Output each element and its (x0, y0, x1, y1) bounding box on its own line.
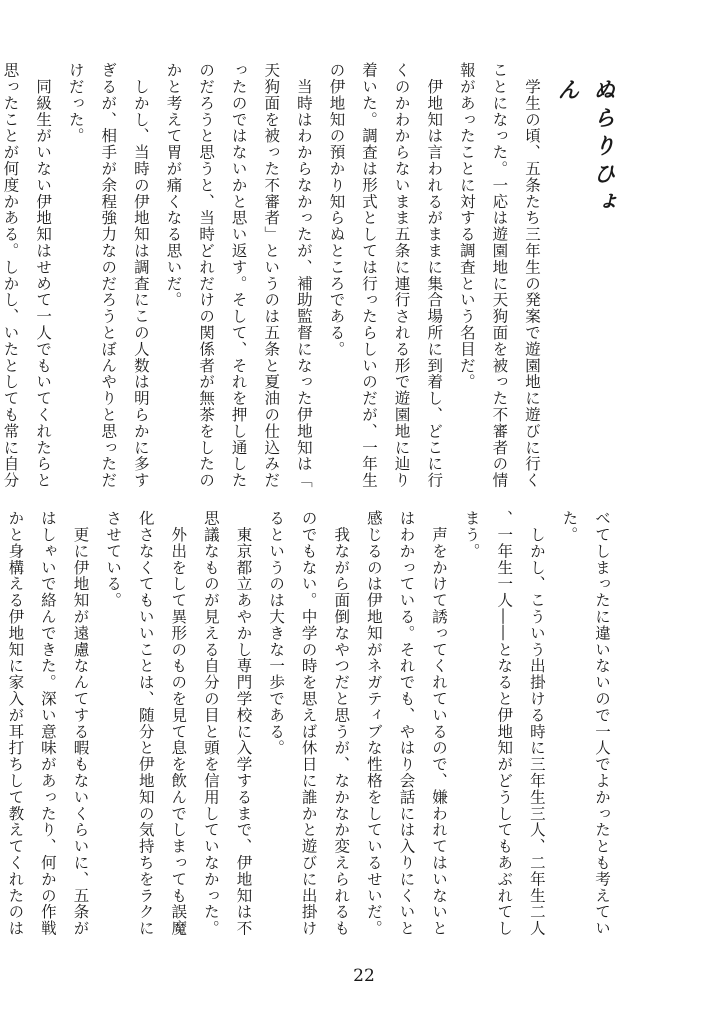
upper-text-block (1, 62, 548, 492)
paragraph: 当時はわからなかったが、補助監督になった伊地知は「天狗面を被った不審者」というのは五条と夏油の仕込みだったのではないかと思い返す。そして、それを押し通したのだろうと思うと、当時どれだけの関係者が無茶をしたのかと考えて胃が痛くなる思いだ。 (164, 62, 313, 489)
paragraph: 声をかけて誘ってくれているので、嫌われてはいないとはわかっている。それでも、やはり会話には入りにくいと感じるのは伊地知がネガティブな性格をしているせいだ。 (364, 510, 449, 937)
paragraph: しかし、当時の伊地知は調査にこの人数は明らかに多すぎるが、相手が余程強力なのだろうとぼんやりと思っただけだった。 (66, 62, 150, 489)
paragraph: 我ながら面倒なやつだと思うが、なかなか変えられるものでもない。中学の時を思えば休日に誰かと遊びに出掛けるというのは大きな一歩である。 (267, 510, 351, 937)
paragraph: 学生の頃、五条たち三年生の発案で遊園地に遊びに行くことになった。一応は遊園地に天狗面を被った不審者の情報があったことに対する調査という名目だ。 (457, 62, 541, 489)
paragraph: 更に伊地知が遠慮なんてする暇もないくらいに、五条がはしゃいで絡んできた。深い意味があったり、何かの作戦かと身構える伊地知に家入が耳打ちして教えてくれたのは (6, 510, 90, 937)
page-title: ぬらりひょん (554, 78, 616, 218)
paragraph: しかし、こういう出掛ける時に三年生三人、二年生二人、一年生一人――となると伊地知がどうしてもあぶれてしまう。 (462, 510, 546, 937)
page-number: 22 (353, 966, 375, 986)
paragraph: 同級生がいない伊地知はせめて一人でもいてくれたらと思ったことが何度かある。しかし、いたとしても常に自分 (1, 62, 53, 489)
paragraph: べてしまったに違いないので一人でよかったとも考えていた。 (560, 510, 611, 937)
paragraph: 伊地知は言われるがままに集合場所に到着し、どこに行くのかわからないまま五条に連行される形で遊園地に辿り着いた。調査は形式としては行ったらしいのだが、一年生の伊地知の預かり知らぬところである。 (327, 62, 444, 489)
paragraph: 外出をして異形のものを見て息を飲んでしまっても誤魔化さなくてもいいことは、随分と伊地知の気持ちをラクにさせている。 (104, 510, 188, 937)
paragraph: 東京都立あやかし専門学校に入学するまで、伊地知は不思議なものが見える自分の目と頭を信用していなかった。 (201, 510, 253, 937)
lower-text-block (6, 510, 618, 942)
